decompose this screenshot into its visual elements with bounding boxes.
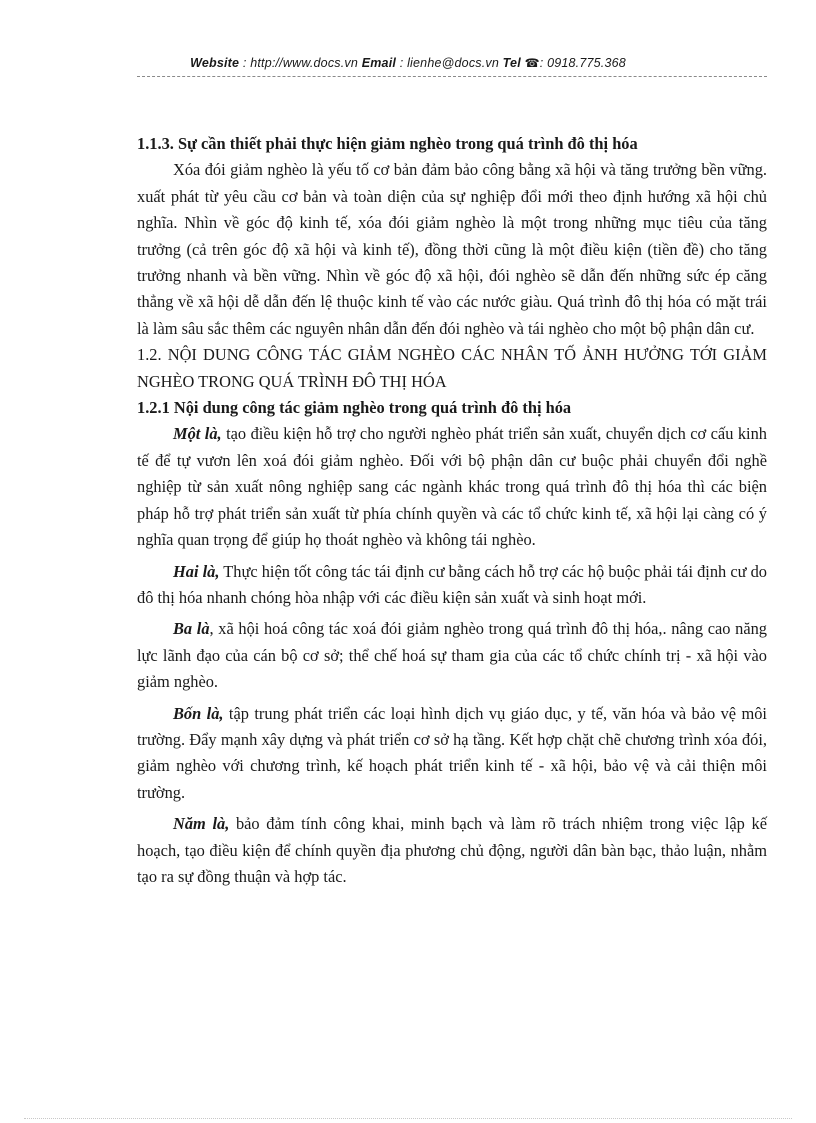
website-value[interactable]: : http://www.docs.vn xyxy=(239,56,362,70)
website-label: Website xyxy=(190,56,240,70)
footer-divider xyxy=(24,1118,792,1119)
email-value[interactable]: : lienhe@docs.vn xyxy=(396,56,503,70)
list-item xyxy=(137,559,767,612)
email-label: Email xyxy=(361,56,397,70)
item-text: tập trung phát triển các loại hình dịch vụ giáo dục, y tế, văn hóa và bảo vệ môi trường. Đẩy mạnh xây dựng và phát triển cơ sở hạ tầng. Kết hợp chặt chẽ chương trình xóa đói, giảm nghèo với chương trình, kế hoạch phát triển kinh tế - xã hội, bảo vệ và cải thiện môi trường. xyxy=(137,703,767,802)
document-body xyxy=(137,131,767,890)
telephone-icon: ☎ xyxy=(524,56,540,70)
item-lead: Ba là xyxy=(173,619,210,639)
section-121-title: 1.2.1 Nội dung công tác giảm nghèo trong quá trình đô thị hóa xyxy=(137,398,572,418)
item-lead: Bốn là, xyxy=(173,703,224,723)
tel-label: Tel xyxy=(502,56,521,70)
page-header xyxy=(0,56,816,70)
item-lead: Một là, xyxy=(173,424,222,444)
list-item xyxy=(137,421,767,553)
list-item xyxy=(137,616,767,695)
tel-value: : 0918.775.368 xyxy=(539,56,626,70)
section-113-title: 1.1.3. Sự cần thiết phải thực hiện giảm nghèo trong quá trình đô thị hóa xyxy=(137,134,638,153)
section-113-body: Xóa đói giảm nghèo là yếu tố cơ bản đảm bảo công bằng xã hội và tăng trưởng bền vững. xuất phát từ yêu cầu cơ bản và toàn diện của sự nghiệp đổi mới theo định hướng xã hội chủ nghĩa. Nhìn về góc độ kinh tế, xóa đói giảm nghèo là một trong những mục tiêu của tăng trưởng (cả trên góc độ xã hội và kinh tế), đồng thời cũng là một điều kiện (tiền đề) cho tăng trưởng nhanh và bền vững. Nhìn về góc độ xã hội, đói nghèo sẽ dẫn đến những sức ép căng thẳng về xã hội dễ dẫn đến lệ thuộc kinh tế vào các nước giàu. Quá trình đô thị hóa có mặt trái là làm sâu sắc thêm các nguyên nhân dẫn đến đói nghèo và tái nghèo cho một bộ phận dân cư. xyxy=(137,160,767,338)
header-divider xyxy=(137,76,767,77)
list-item xyxy=(137,811,767,890)
item-text: , xã hội hoá công tác xoá đói giảm nghèo trong quá trình đô thị hóa,. nâng cao năng lực lãnh đạo của cán bộ cơ sở; thể chế hoá sự tham gia của các tổ chức chính trị - xã hội vào giảm nghèo. xyxy=(137,619,767,692)
list-item xyxy=(137,701,767,807)
item-lead: Hai là, xyxy=(173,561,220,581)
item-text: Thực hiện tốt công tác tái định cư bằng cách hỗ trợ các hộ buộc phải tái định cư do đô thị hóa nhanh chóng hòa nhập với các điều kiện sản xuất và sinh hoạt mới. xyxy=(137,561,767,607)
item-text: bảo đảm tính công khai, minh bạch và làm rõ trách nhiệm trong việc lập kế hoạch, tạo điều kiện để chính quyền địa phương chủ động, người dân bàn bạc, thảo luận, nhằm tạo ra sự đồng thuận và hợp tác. xyxy=(137,814,767,886)
section-12-title: 1.2. NỘI DUNG CÔNG TÁC GIẢM NGHÈO CÁC NHÂN TỐ ẢNH HƯỞNG TỚI GIẢM NGHÈO TRONG QUÁ TRÌNH ĐÔ THỊ HÓA xyxy=(137,345,767,391)
item-lead: Năm là, xyxy=(173,814,230,834)
item-text: tạo điều kiện hỗ trợ cho người nghèo phát triển sản xuất, chuyển dịch cơ cấu kinh tế để tự vươn lên xoá đói giảm nghèo. Đối với bộ phận dân cư buộc phải chuyển đổi nghề nghiệp từ sản xuất nông nghiệp sang các ngành khác trong quá trình đô thị hóa thì các biện pháp hỗ trợ phát triển sản xuất từ phía chính quyền và các tổ chức kinh tế, xã hội lại càng có ý nghĩa quan trọng để giúp họ thoát nghèo và không tái nghèo. xyxy=(137,424,767,550)
